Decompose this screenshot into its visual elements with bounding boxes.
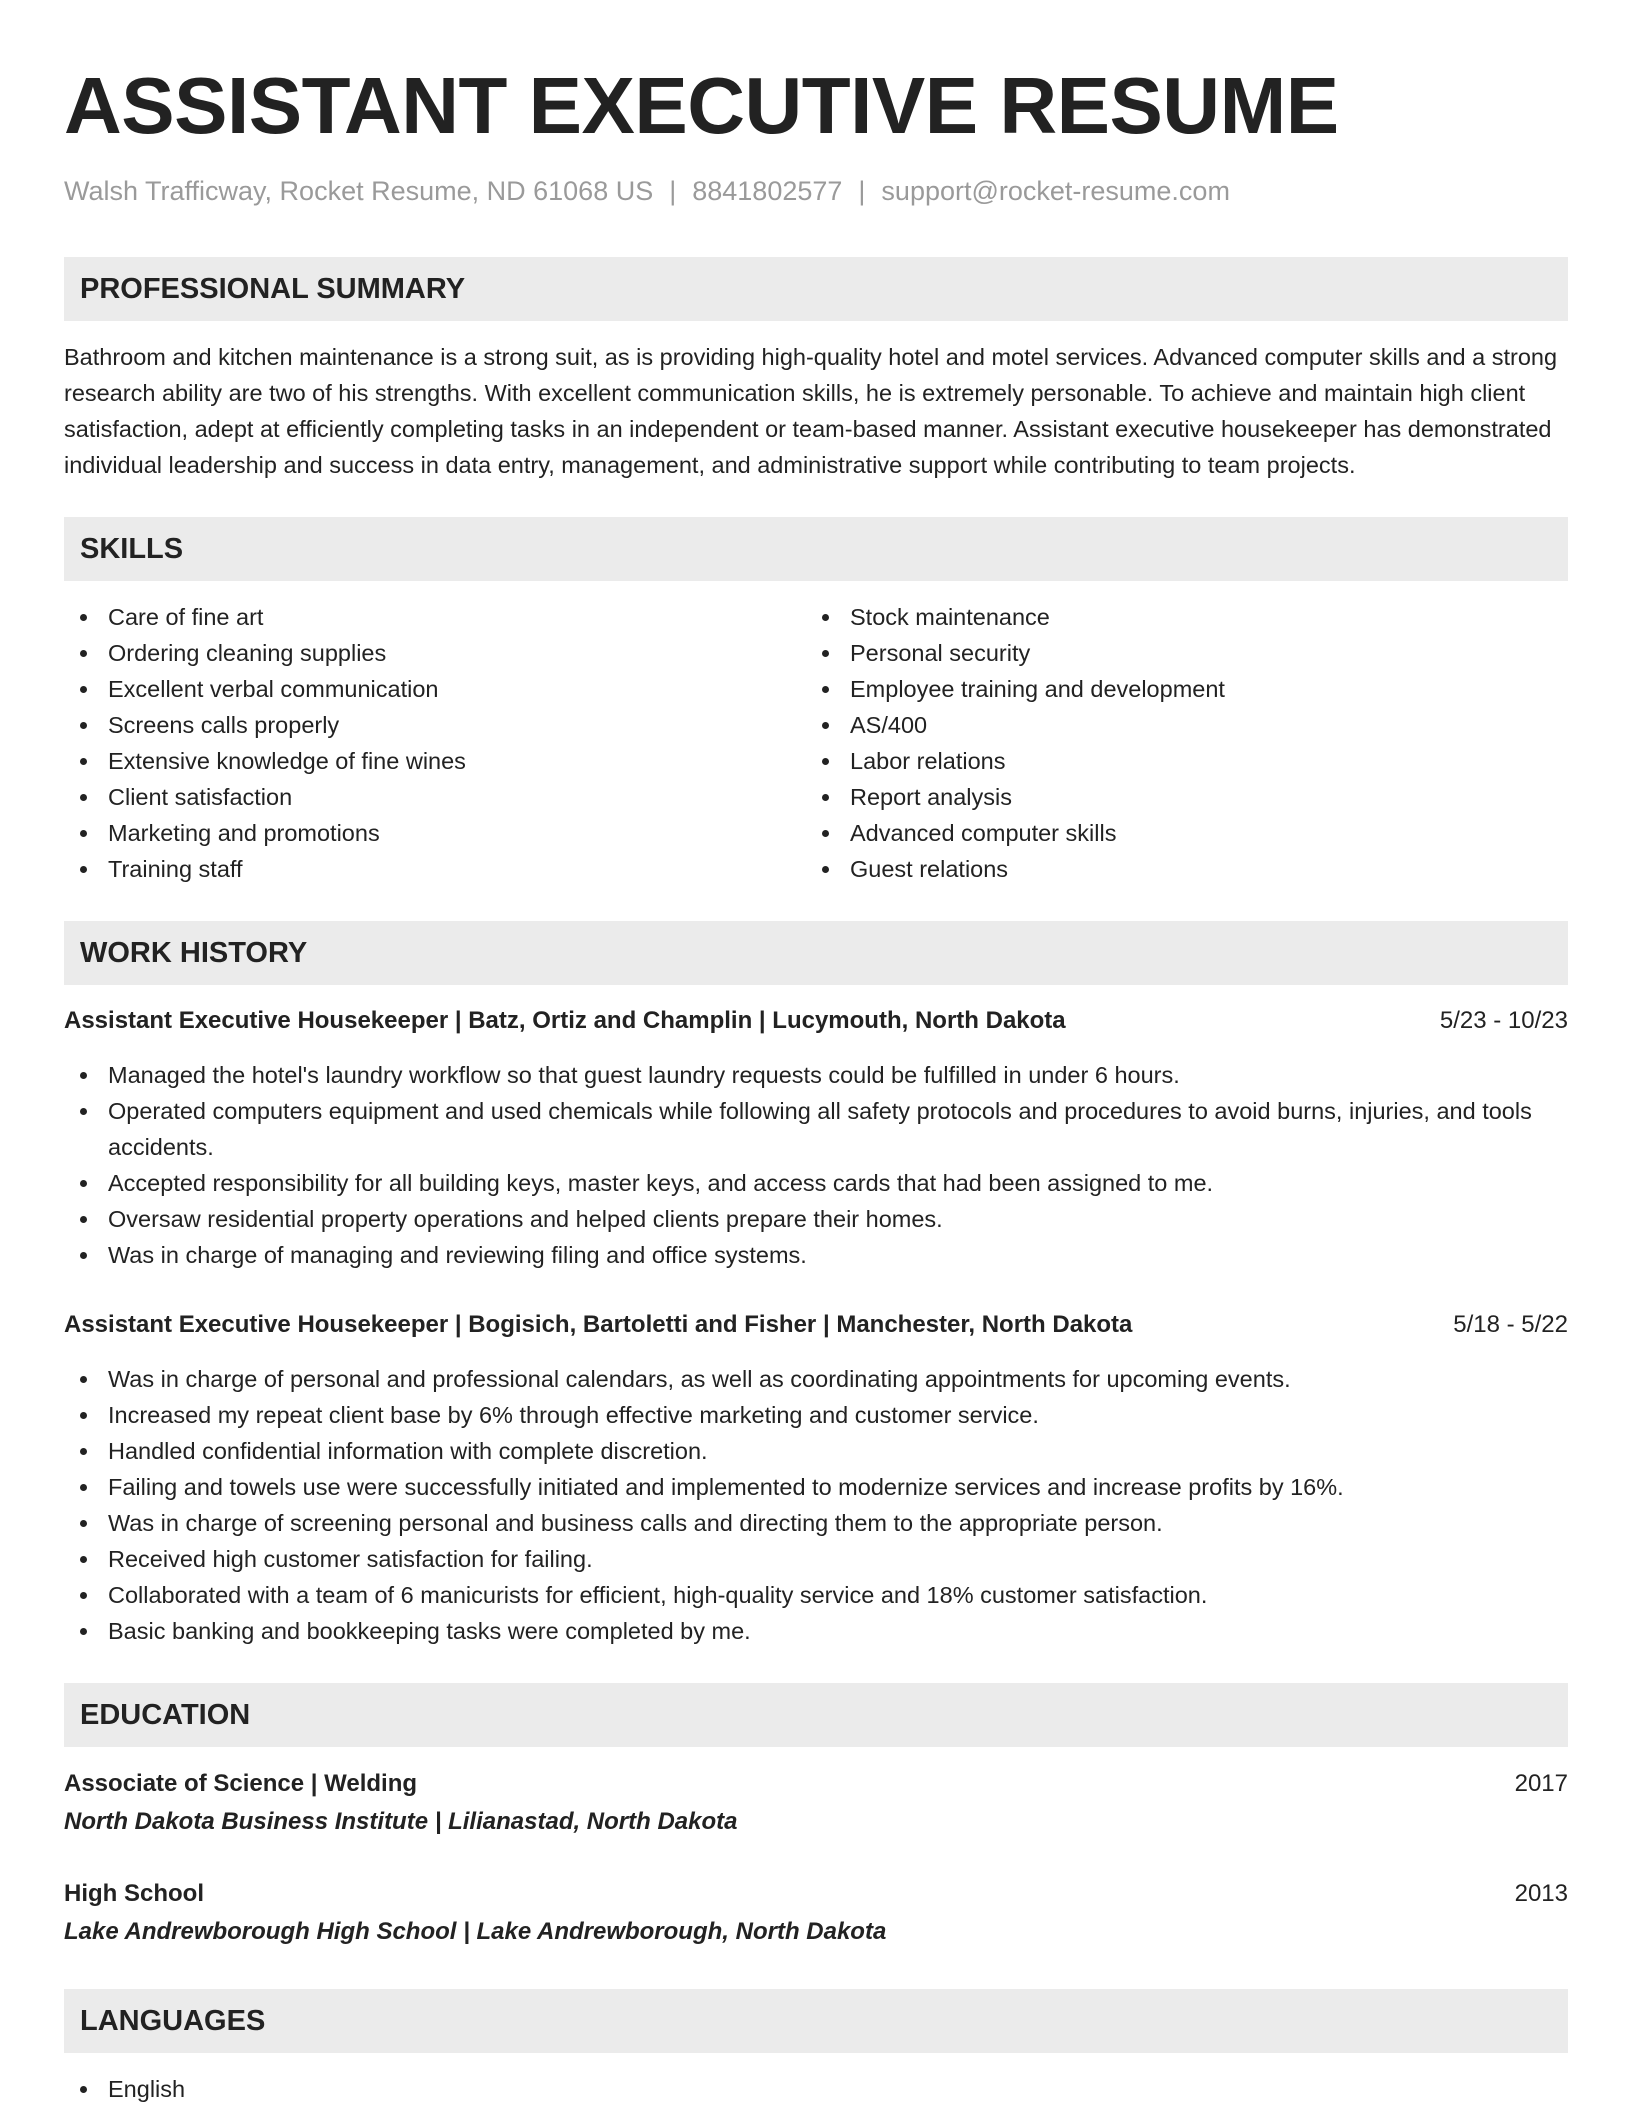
education-entry — [64, 1875, 1568, 1951]
skill-item: Excellent verbal communication — [64, 671, 806, 707]
education-school: North Dakota Business Institute | Lilianastad, North Dakota — [64, 1808, 738, 1835]
section-heading-summary: PROFESSIONAL SUMMARY — [64, 257, 1568, 321]
skill-item: Ordering cleaning supplies — [64, 635, 806, 671]
section-heading-languages: LANGUAGES — [64, 1989, 1568, 2053]
skill-item: Employee training and development — [806, 671, 1568, 707]
language-item: English — [64, 2071, 1568, 2107]
section-heading-work-history: WORK HISTORY — [64, 921, 1568, 985]
education-school: Lake Andrewborough High School | Lake Andrewborough, North Dakota — [64, 1918, 887, 1945]
skill-item: Marketing and promotions — [64, 815, 806, 851]
languages-list — [64, 2071, 1568, 2107]
contact-address: Walsh Trafficway, Rocket Resume, ND 61068 US — [64, 176, 654, 206]
skills-column-left — [64, 599, 806, 887]
skill-item: Care of fine art — [64, 599, 806, 635]
job-title: Assistant Executive Housekeeper | Bogisich, Bartoletti and Fisher | Manchester, North Dakota — [64, 1311, 1133, 1338]
contact-separator: | — [669, 176, 677, 206]
job-bullet: Was in charge of screening personal and business calls and directing them to the appropriate person. — [64, 1505, 1568, 1541]
skill-item: Report analysis — [806, 779, 1568, 815]
education-entry — [64, 1765, 1568, 1841]
job-bullet: Was in charge of personal and professional calendars, as well as coordinating appointments for upcoming events. — [64, 1361, 1568, 1397]
skills-column-right — [806, 599, 1568, 887]
section-heading-education: EDUCATION — [64, 1683, 1568, 1747]
job-bullet: Collaborated with a team of 6 manicurists for efficient, high-quality service and 18% customer satisfaction. — [64, 1577, 1568, 1613]
job-bullet: Basic banking and bookkeeping tasks were completed by me. — [64, 1613, 1568, 1649]
contact-line — [64, 174, 1568, 208]
skill-item: Guest relations — [806, 851, 1568, 887]
job-bullet: Operated computers equipment and used chemicals while following all safety protocols and procedures to avoid burns, injuries, and tools accidents. — [64, 1093, 1568, 1165]
contact-separator: | — [858, 176, 866, 206]
job-entry — [64, 1307, 1568, 1649]
skill-item: AS/400 — [806, 707, 1568, 743]
job-bullet: Managed the hotel's laundry workflow so that guest laundry requests could be fulfilled in under 6 hours. — [64, 1057, 1568, 1093]
job-bullet: Increased my repeat client base by 6% through effective marketing and customer service. — [64, 1397, 1568, 1433]
skill-item: Personal security — [806, 635, 1568, 671]
skill-item: Extensive knowledge of fine wines — [64, 743, 806, 779]
skill-item: Training staff — [64, 851, 806, 887]
job-entry — [64, 1003, 1568, 1273]
job-dates: 5/23 - 10/23 — [1439, 1007, 1568, 1034]
job-bullet: Failing and towels use were successfully initiated and implemented to modernize services and increase profits by 16%. — [64, 1469, 1568, 1505]
job-bullet: Handled confidential information with complete discretion. — [64, 1433, 1568, 1469]
job-bullet: Was in charge of managing and reviewing filing and office systems. — [64, 1237, 1568, 1273]
skill-item: Labor relations — [806, 743, 1568, 779]
skill-item: Screens calls properly — [64, 707, 806, 743]
contact-phone: 8841802577 — [692, 176, 843, 206]
job-bullet: Accepted responsibility for all building keys, master keys, and access cards that had been assigned to me. — [64, 1165, 1568, 1201]
job-bullets — [64, 1057, 1568, 1273]
skills-list — [64, 599, 1568, 887]
job-dates: 5/18 - 5/22 — [1453, 1311, 1568, 1338]
education-degree: High School — [64, 1880, 204, 1907]
education-header — [64, 1875, 1568, 1913]
education-header — [64, 1765, 1568, 1803]
contact-email: support@rocket-resume.com — [881, 176, 1230, 206]
job-header — [64, 1307, 1568, 1343]
section-heading-skills: SKILLS — [64, 517, 1568, 581]
skill-item: Stock maintenance — [806, 599, 1568, 635]
job-bullet: Oversaw residential property operations and helped clients prepare their homes. — [64, 1201, 1568, 1237]
resume-title: ASSISTANT EXECUTIVE RESUME — [64, 61, 1339, 150]
summary-text: Bathroom and kitchen maintenance is a strong suit, as is providing high-quality hotel and motel services. Advanced computer skills and a strong research ability are two of his strengths. With excellent communication skills, he is extremely personable. To achieve and maintain high client satisfaction, adept at efficiently completing tasks in an independent or team-based manner. Assistant executive housekeeper has demonstrated individual leadership and success in data entry, management, and administrative support while contributing to team projects. — [64, 344, 1558, 478]
job-bullet: Received high customer satisfaction for failing. — [64, 1541, 1568, 1577]
skill-item: Advanced computer skills — [806, 815, 1568, 851]
skill-item: Client satisfaction — [64, 779, 806, 815]
job-header — [64, 1003, 1568, 1039]
education-year: 2013 — [1514, 1880, 1568, 1907]
job-title: Assistant Executive Housekeeper | Batz, Ortiz and Champlin | Lucymouth, North Dakota — [64, 1007, 1066, 1034]
education-degree: Associate of Science | Welding — [64, 1770, 418, 1797]
education-year: 2017 — [1514, 1770, 1568, 1797]
job-bullets — [64, 1361, 1568, 1649]
